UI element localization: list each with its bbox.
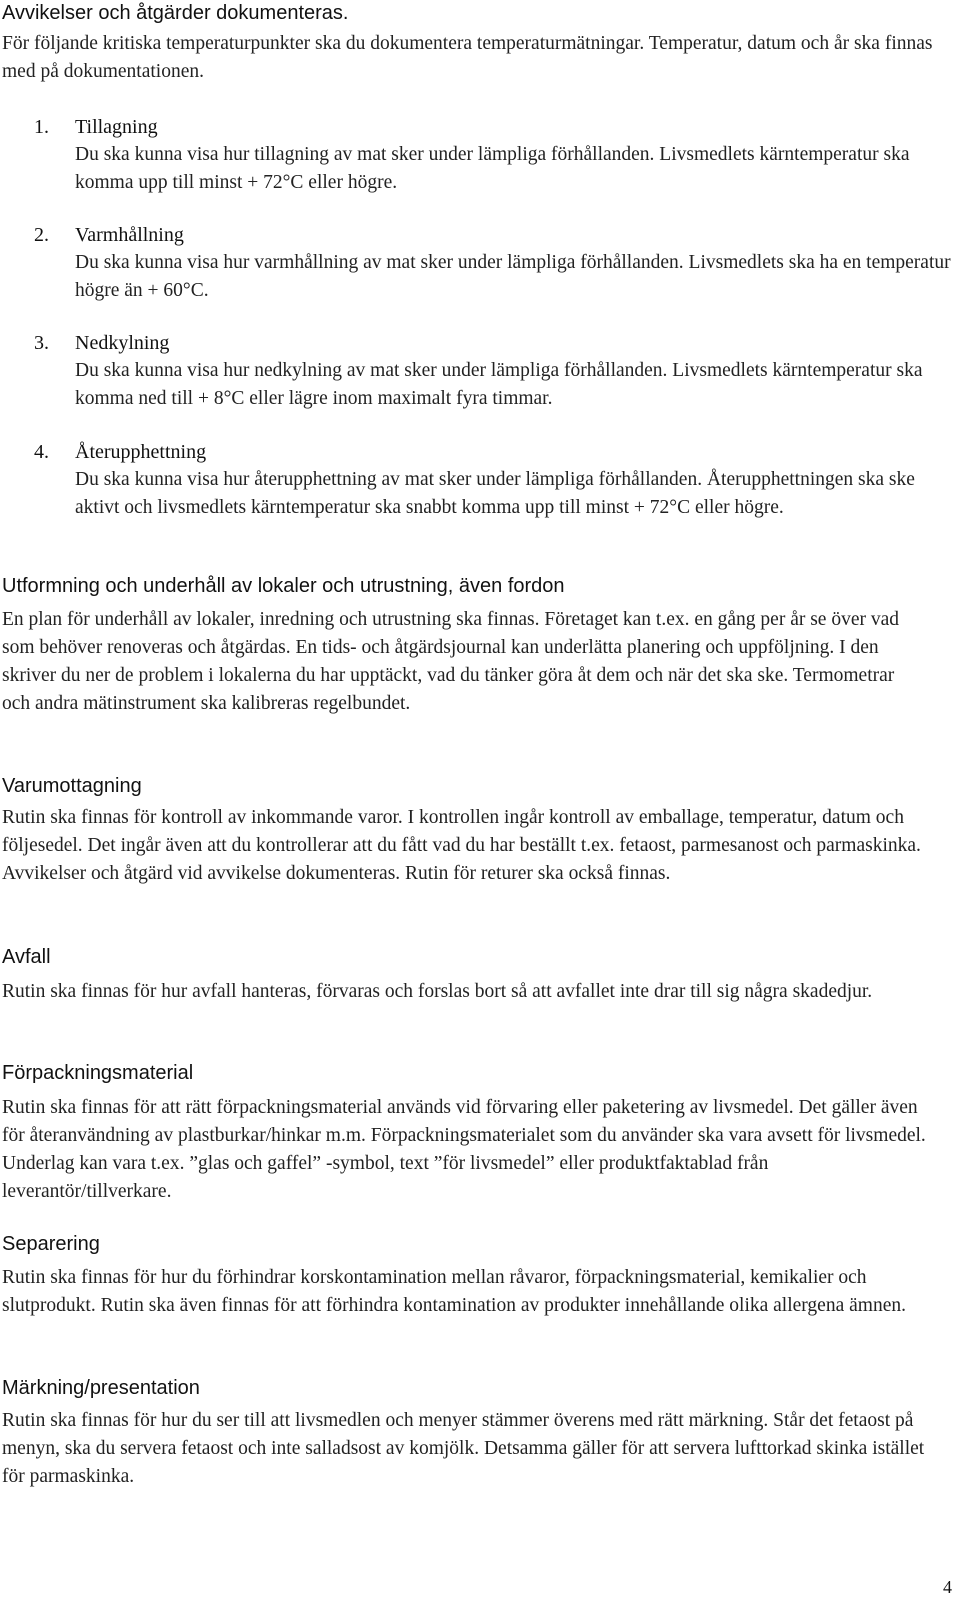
item-title: Tillagning — [75, 116, 158, 138]
item-number: 2. — [34, 224, 49, 246]
item-body: Du ska kunna visa hur tillagning av mat sker under lämpliga förhållanden. Livsmedlets kärntemperatur ska komma upp till minst + 72°C eller högre. — [75, 144, 910, 193]
section-heading: Avfall — [2, 946, 51, 968]
section-body: Rutin ska finnas för kontroll av inkommande varor. I kontrollen ingår kontroll av emballage, temperatur, datum och följesedel. Det ingår även att du kontrollerar att du fått vad du har beställt t.ex. fetaost, parmesanost och parmaskinka. Avvikelser och åtgärd vid avvikelse dokumenteras. Rutin för returer ska också finnas. — [2, 807, 921, 884]
section-body: Rutin ska finnas för att rätt förpackningsmaterial används vid förvaring eller paketering av livsmedel. Det gäller även för återanvändning av plastburkar/hinkar m.m. Förpackningsmaterialet som du använder ska vara avsett för livsmedel. Underlag kan vara t.ex. ”glas och gaffel” -symbol, text ”för livsmedel” eller produktfaktablad från leverantör/tillverkare. — [2, 1097, 926, 1202]
item-body: Du ska kunna visa hur nedkylning av mat sker under lämpliga förhållanden. Livsmedlets kärntemperatur ska komma ned till + 8°C eller lägre inom maximalt fyra timmar. — [75, 360, 923, 409]
section-heading: Varumottagning — [2, 775, 142, 797]
item-body: Du ska kunna visa hur återupphettning av mat sker under lämpliga förhållanden. Återupphettningen ska ske aktivt och livsmedlets kärntemperatur ska snabbt komma upp till minst + 72°C eller högre. — [75, 469, 915, 518]
section-body: Rutin ska finnas för hur avfall hanteras, förvaras och forslas bort så att avfallet inte drar till sig några skadedjur. — [2, 981, 873, 1002]
item-number: 3. — [34, 332, 49, 354]
section-body: Rutin ska finnas för hur du förhindrar korskontamination mellan råvaror, förpackningsmaterial, kemikalier och slutprodukt. Rutin ska även finnas för att förhindra kontamination av produkter innehållande olika allergena ämnen. — [2, 1267, 906, 1316]
item-title: Återupphettning — [75, 441, 207, 463]
item-title: Varmhållning — [75, 224, 184, 246]
section-heading: Utformning och underhåll av lokaler och utrustning, även fordon — [2, 575, 565, 597]
page-number: 4 — [943, 1577, 952, 1597]
intro-paragraph: För följande kritiska temperaturpunkter ska du dokumentera temperaturmätningar. Temperatur, datum och år ska finnas med på dokumentationen. — [2, 33, 933, 82]
section-heading: Märkning/presentation — [2, 1377, 200, 1399]
top-line: Avvikelser och åtgärder dokumenteras. — [2, 2, 349, 24]
section-heading: Separering — [2, 1233, 100, 1255]
item-title: Nedkylning — [75, 332, 170, 354]
item-number: 4. — [34, 441, 49, 463]
item-number: 1. — [34, 116, 49, 138]
section-body: Rutin ska finnas för hur du ser till att livsmedlen och menyer stämmer överens med rätt märkning. Står det fetaost på menyn, ska du servera fetaost och inte salladsost av komjölk. Detsamma gäller för att servera lufttorkad skinka istället för parmaskinka. — [2, 1410, 925, 1487]
item-body: Du ska kunna visa hur varmhållning av mat sker under lämpliga förhållanden. Livsmedlets ska ha en temperatur högre än + 60°C. — [75, 252, 951, 301]
section-heading: Förpackningsmaterial — [2, 1062, 194, 1084]
section-body: En plan för underhåll av lokaler, inredning och utrustning ska finnas. Företaget kan t.ex. en gång per år se över vad som behöver renoveras och åtgärdas. En tids- och åtgärdsjournal kan underlätta planering och uppföljning. I den skriver du ner de problem i lokalerna du har upptäckt, vad du tänker göra åt dem och när det ska ske. Termometrar och andra mätinstrument ska kalibreras regelbundet. — [2, 609, 900, 714]
